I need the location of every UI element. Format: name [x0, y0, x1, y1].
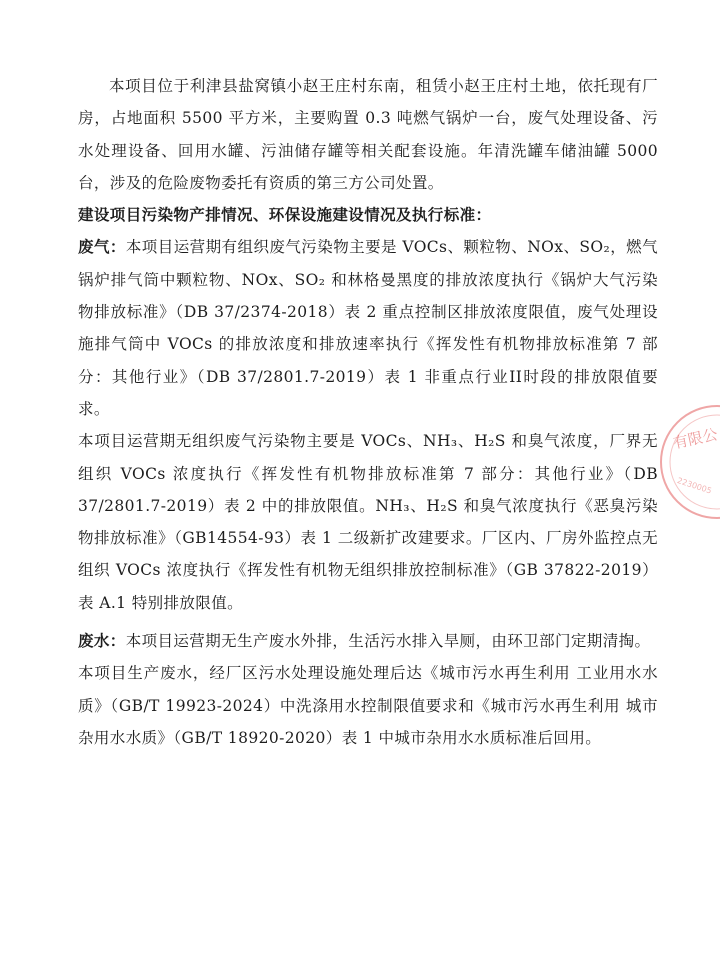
document-body [78, 70, 658, 754]
waste-gas-label: 废气： [78, 237, 126, 257]
waste-water-text: 本项目运营期无生产废水外排，生活污水排入旱厕，由环卫部门定期清掏。 [125, 632, 651, 651]
unorganized-gas-paragraph: 本项目运营期无组织废气污染物主要是 VOCs、NH₃、H₂S 和臭气浓度，厂界无组织 VOCs 浓度执行《挥发性有机物排放标准第 7 部分：其他行业》（DB 37/2801.7-2019）表 2 中的排放限值。NH₃、H₂S 和臭气浓度执行《恶臭污染物排放标准》（GB14554-93）表 1 二级新扩改建要求。厂区内、厂房外监控点无组织 VOCs 浓度执行《挥发性有机物无组织排放控制标准》（GB 37822-2019）表 A.1 特别排放限值。 [78, 432, 658, 612]
waste-gas-paragraph [78, 231, 658, 425]
production-water-paragraph: 本项目生产废水，经厂区污水处理设施处理后达《城市污水再生利用 工业用水水质》（GB/T 19923-2024）中洗涤用水控制限值要求和《城市污水再生利用 城市杂用水水质》（GB/T 18920-2020）表 1 中城市杂用水水质标准后回用。 [78, 664, 658, 747]
waste-water-label: 废水： [78, 631, 126, 651]
svg-text:有限公: 有限公 [671, 425, 720, 453]
waste-water-paragraph [78, 625, 658, 657]
company-seal-stamp [660, 405, 720, 519]
intro-paragraph: 本项目位于利津县盐窝镇小赵王庄村东南，租赁小赵王庄村土地，依托现有厂房，占地面积 5500 平方米，主要购置 0.3 吨燃气锅炉一台，废气处理设备、污水处理设备、回用水罐、污油储存罐等相关配套设施。年清洗罐车储油罐 5000 台，涉及的危险废物委托有资质的第三方公司处置。 [78, 77, 658, 192]
section-heading: 建设项目污染物产排情况、环保设施建设情况及执行标准： [78, 205, 492, 225]
svg-text:2230005: 2230005 [676, 476, 713, 496]
waste-gas-text: 本项目运营期有组织废气污染物主要是 VOCs、颗粒物、NOx、SO₂，燃气锅炉排气筒中颗粒物、NOx、SO₂ 和林格曼黑度的排放浓度执行《锅炉大气污染物排放标准》（DB 37/2374-2018）表 2 重点控制区排放浓度限值，废气处理设施排气筒中 VOCs 的排放浓度和排放速率执行《挥发性有机物排放标准第 7 部分：其他行业》（DB 37/2801.7-2019）表 1 非重点行业II时段的排放限值要求。 [78, 238, 658, 418]
seal-graphic [660, 405, 720, 519]
